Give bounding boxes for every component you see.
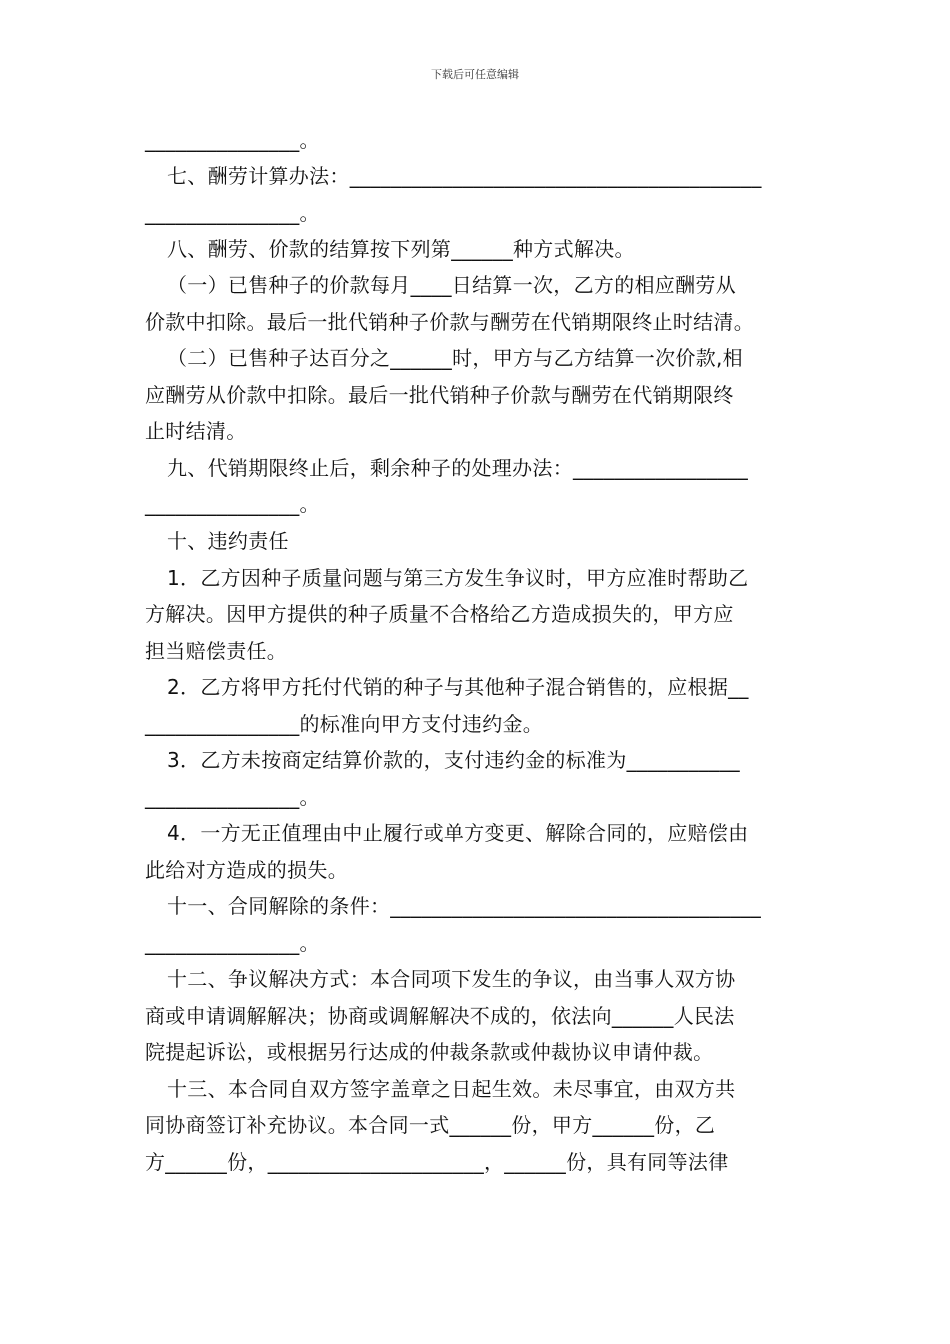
contract-line: _______________。 [145, 201, 320, 225]
contract-line: 十二、争议解决方式：本合同项下发生的争议，由当事人双方协 [167, 967, 736, 991]
contract-line: 止时结清。 [145, 419, 247, 443]
contract-line: 担当赔偿责任。 [145, 639, 288, 663]
contract-line: 七、酬劳计算办法：________________________________________ [167, 164, 762, 188]
contract-line: _______________。 [145, 785, 320, 809]
contract-line: 2．乙方将甲方托付代销的种子与其他种子混合销售的，应根据__ [167, 675, 749, 699]
contract-line: 价款中扣除。最后一批代销种子价款与酬劳在代销期限终止时结清。 [145, 310, 754, 334]
contract-line: _______________的标准向甲方支付违约金。 [145, 712, 544, 736]
contract-line: 3．乙方未按商定结算价款的，支付违约金的标准为___________ [167, 748, 740, 772]
contract-line: 八、酬劳、价款的结算按下列第______种方式解决。 [167, 237, 635, 261]
contract-line: 方解决。因甲方提供的种子质量不合格给乙方造成损失的，甲方应 [145, 602, 734, 626]
contract-line: _______________。 [145, 931, 320, 955]
contract-line: 方______份，_____________________，______份，具有同等法律 [145, 1150, 729, 1174]
contract-line: _______________。 [145, 492, 320, 516]
contract-line: _______________。 [145, 128, 320, 152]
contract-line: （二）已售种子达百分之______时，甲方与乙方结算一次价款,相 [167, 346, 743, 370]
contract-line: 九、代销期限终止后，剩余种子的处理办法：_________________ [167, 456, 749, 480]
contract-line: 十一、合同解除的条件：____________________________________ [167, 894, 762, 918]
contract-line: 此给对方造成的损失。 [145, 858, 348, 882]
contract-line: 商或申请调解解决；协商或调解解决不成的，依法向______人民法 [145, 1004, 735, 1028]
section-heading: 十、违约责任 [167, 529, 289, 553]
contract-line: 4．一方无正值理由中止履行或单方变更、解除合同的，应赔偿由 [167, 821, 749, 845]
contract-line: 应酬劳从价款中扣除。最后一批代销种子价款与酬劳在代销期限终 [145, 383, 734, 407]
contract-line: 同协商签订补充协议。本合同一式______份，甲方______份，乙 [145, 1113, 716, 1137]
contract-line: 十三、本合同自双方签字盖章之日起生效。未尽事宜，由双方共 [167, 1077, 736, 1101]
contract-line: （一）已售种子的价款每月____日结算一次，乙方的相应酬劳从 [167, 273, 736, 297]
contract-line: 院提起诉讼，或根据另行达成的仲裁条款或仲裁协议申请仲裁。 [145, 1040, 714, 1064]
contract-line: 1．乙方因种子质量问题与第三方发生争议时，甲方应准时帮助乙 [167, 566, 749, 590]
page-header-note: 下载后可任意编辑 [431, 68, 519, 81]
